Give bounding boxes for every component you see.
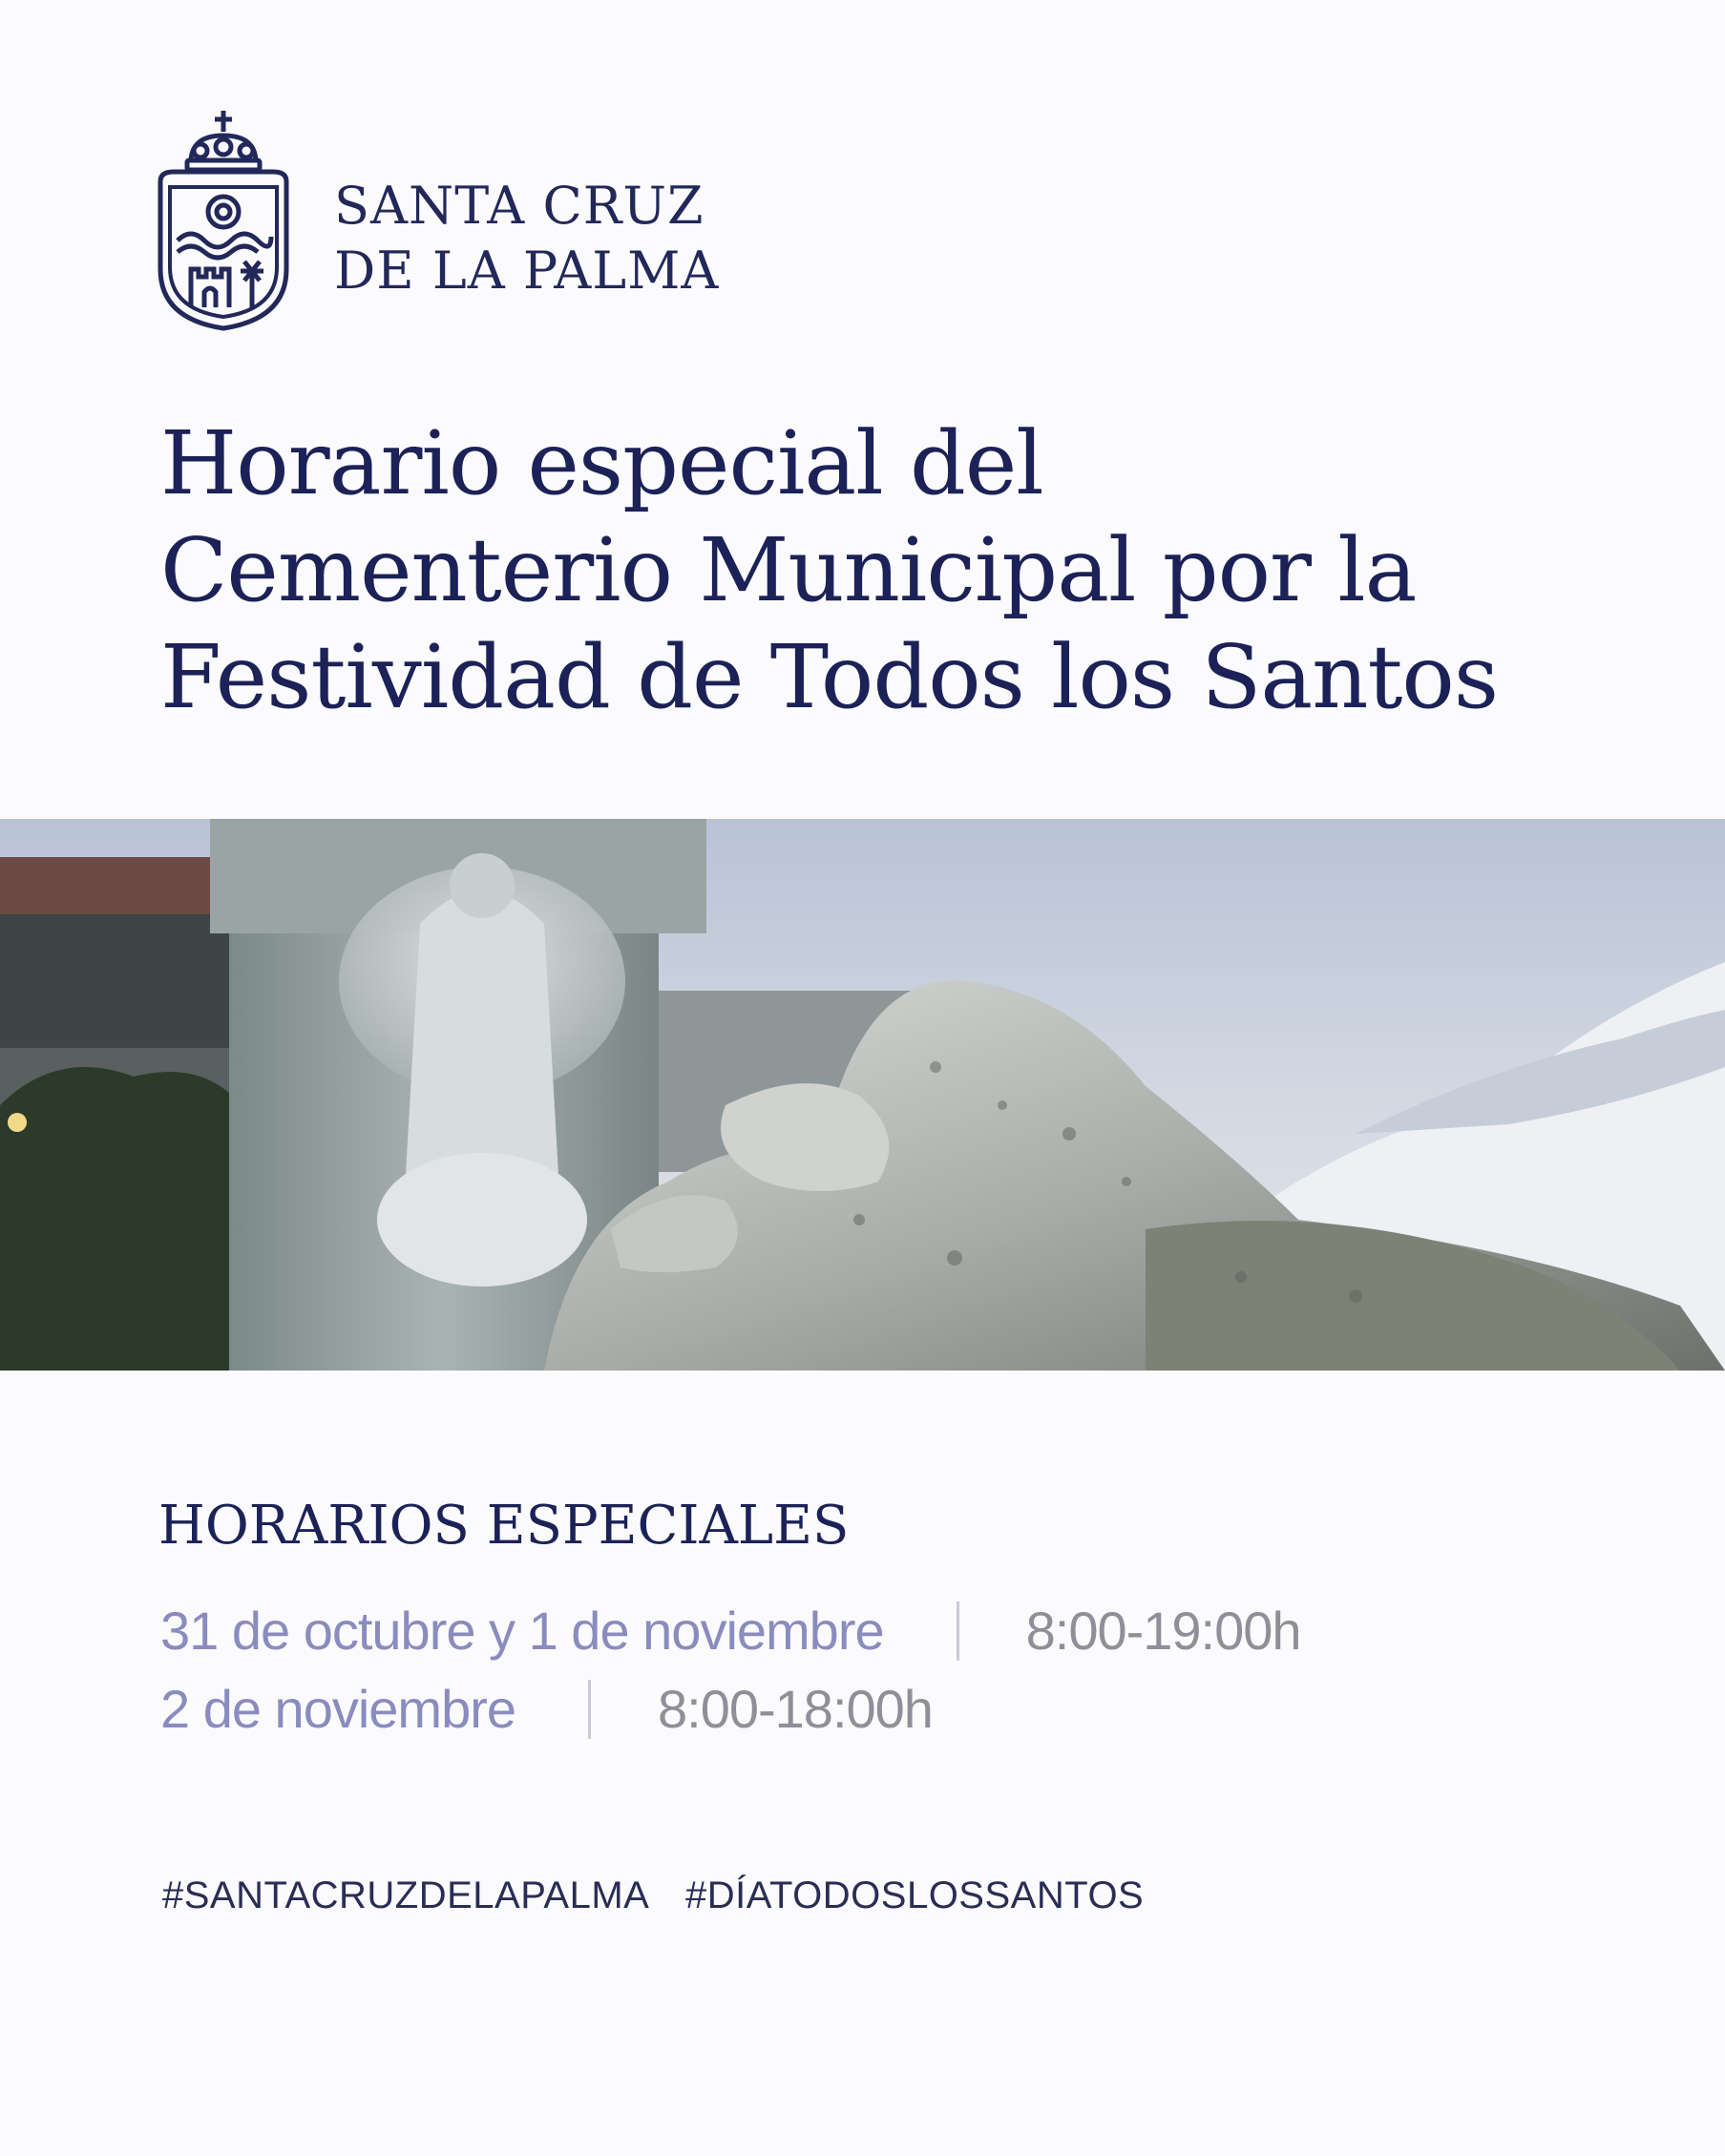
brand-name xyxy=(334,174,719,304)
brand-line1: SANTA CRUZ xyxy=(334,176,705,236)
schedule-hours: 8:00-19:00h xyxy=(1025,1601,1301,1661)
schedule-date: 31 de octubre y 1 de noviembre xyxy=(160,1601,884,1661)
schedule-heading: HORARIOS ESPECIALES xyxy=(158,1495,850,1557)
schedule-date: 2 de noviembre xyxy=(160,1679,516,1739)
divider xyxy=(957,1601,959,1661)
brand-line2: DE LA PALMA xyxy=(334,241,720,301)
title-line3: Festividad de Todos los Santos xyxy=(160,626,1499,728)
cemetery-statue-photo xyxy=(0,819,1725,1371)
page-title xyxy=(160,410,1592,731)
hashtag: #DÍATODOSLOSSANTOS xyxy=(684,1874,1145,1916)
schedule-row xyxy=(160,1600,1301,1662)
schedule-row xyxy=(160,1678,933,1740)
hashtag: #SANTACRUZDELAPALMA xyxy=(162,1874,650,1916)
hashtags xyxy=(162,1874,1168,1917)
coat-of-arms-icon xyxy=(153,107,294,334)
divider xyxy=(588,1680,591,1739)
title-line2: Cementerio Municipal por la xyxy=(160,519,1417,621)
title-line1: Horario especial del xyxy=(160,412,1043,514)
schedule-hours: 8:00-18:00h xyxy=(658,1679,933,1739)
